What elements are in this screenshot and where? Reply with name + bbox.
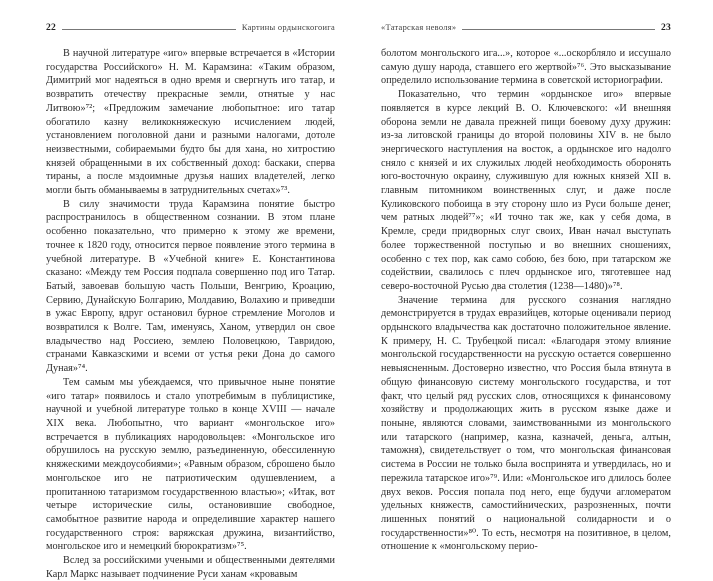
paragraph: В научной литературе «иго» впервые встречается в «Истории государства Российского» Н. М. Карамзина: «Таким образом, Димитрий мог надеяться в одно время и свергнуть иго татар, и возвратить отечеству прекрасные земли, отнятые у нас Литвою»⁷²; «Предложим замечание любопытное: иго татар обогатило казну великокняжескую исчислением людей, установлением поголовной дани и разными налогами, дотоле неизвестными, собираемыми будто бы для хана, но хитростию князей обращенными в их собственный доход: баскаки, сперва тираны, а после мздоимные друзья наших владетелей, легко могли быть обманываемы в затруднительных счетах»⁷³. bbox=[46, 48, 335, 197]
left-page-text-column bbox=[46, 47, 335, 581]
left-page-running-title: Картины ордынскогоига bbox=[241, 23, 335, 32]
right-page-text-column bbox=[381, 47, 671, 554]
running-head-rule bbox=[62, 29, 236, 30]
paragraph: Тем самым мы убеждаемся, что привычное ныне понятие «иго татар» появилось и стало употребимым в публицистике, научной и учебной литературе только в конце XVIII — начале XIX века. Любопытно, что вариант «монгольское иго» встречается в публикациях народовольцев: «Монгольское иго обрушилось на русскую землю, разъединенную, обессиленную княжескими междоусобиями»; «Равным образом, сброшено было монгольское иго не патриотическим одушевлением, а пропитанною татаризмом государственною властью»; «Итак, вот четыре исторические силы, остановившие свободное, самобытное развитие народа и определившие характер нашего государственного строя: варяжская дружина, византийство, монгольское иго и немецкий бюрократизм»⁷⁵. bbox=[46, 376, 335, 553]
paragraph: Значение термина для русского сознания наглядно демонстрируется в трудах евразийцев, которые оценивали период ордынского владычества как достаточно положительное явление. К примеру, Н. С. Трубецкой писал: «Благодаря этому влияние монгольской государственности на русскую остается совершенно невыясненным. Достоверно известно, что Россия была втянута в общую финансовую систему монгольского государства, и тот факт, что целый ряд русских слов, относящихся к финансовому хозяйству и продолжающих жить в русском языке даже и поныне, являются словами, заимствованными из монгольского или татарского (например, казна, казначей, деньга, алтын, таможня), свидетельствует о том, что монгольская финансовая система в России не только была воспринята и утвердилась, но и пережила татарское иго»⁷⁹. Или: «Монгольское иго длилось более двух веков. Россия попала под него, еще будучи агломератом удельных княжеств, самостийнических, разрозненных, почти лишенных понятий о национальной солидарности и о государственности»⁸⁰. То есть, несмотря на позитивное, в целом, отношение к «монгольскому перио- bbox=[381, 294, 671, 553]
running-head-rule bbox=[462, 29, 655, 30]
paragraph: В силу значимости труда Карамзина понятие быстро распространилось в общественном сознании. В этом плане особенно показательно, что примерно к этому же времени, точнее к 1820 году, относится первое появление этого термина в учебной литературе. В «Учебной книге» Е. Константинова сказано: «Между тем Россия подпала совершенно под иго Татар. Батый, завоевав большую часть Польши, Венгрию, Кроацию, Сервию, Дунайскую Болгарию, Молдавию, Волахию и приведши в ужас Европу, вдруг остановил бурное стремление Моголов и возвратился к Волге. Там, именуясь, Ханом, утвердил он свое владычество над Россиею, землею Половецкою, Тавридою, странами Кавказскими и всеми от устья реки Дона до самого Дуная»⁷⁴. bbox=[46, 198, 335, 375]
right-page bbox=[357, 0, 713, 553]
left-page bbox=[0, 0, 357, 580]
left-page-folio: 22 bbox=[46, 22, 56, 33]
paragraph: Вслед за российскими учеными и общественными деятелями Карл Маркс называет подчинение Руси ханам «кровавым bbox=[46, 555, 335, 580]
right-page-running-head bbox=[381, 22, 671, 38]
paragraph: болотом монгольского ига...», которое «...оскорбляло и иссушало самую душу народа, ставшего его жертвой»⁷⁶. Это высказывание определило использование термина в советской историографии. bbox=[381, 48, 671, 87]
right-page-running-title: «Татарская неволя» bbox=[381, 23, 457, 32]
right-page-folio: 23 bbox=[661, 22, 671, 33]
paragraph: Показательно, что термин «ордынское иго» впервые появляется в курсе лекций В. О. Ключевского: «И внешняя оборона земли не давала прежней пищи боевому духу дружин: из-за литовской границы до второй половины XIV в. не было энергического наступления на восток, а ордынское иго надолго сняло с князей и их служилых людей необходимость оборонять юго-восточную окраину, служившую для южных князей XII в. главным питомником воинственных слуг, и даже после Куликовского побоища в эту сторону шло из Руси больше денег, чем ратных людей⁷⁷»; «И точно так же, как у себя дома, в Кремле, среди придворных слуг своих, Иван начал выступать более торжественной поступью и во внешних сношениях, особенно с тех пор, как само собою, без бою, при татарском же содействии, свалилось с плеч ордынское иго, тяготевшее над северо-восточной Русью два столетия (1238—1480)»⁷⁸. bbox=[381, 89, 671, 292]
left-page-running-head bbox=[46, 22, 335, 38]
